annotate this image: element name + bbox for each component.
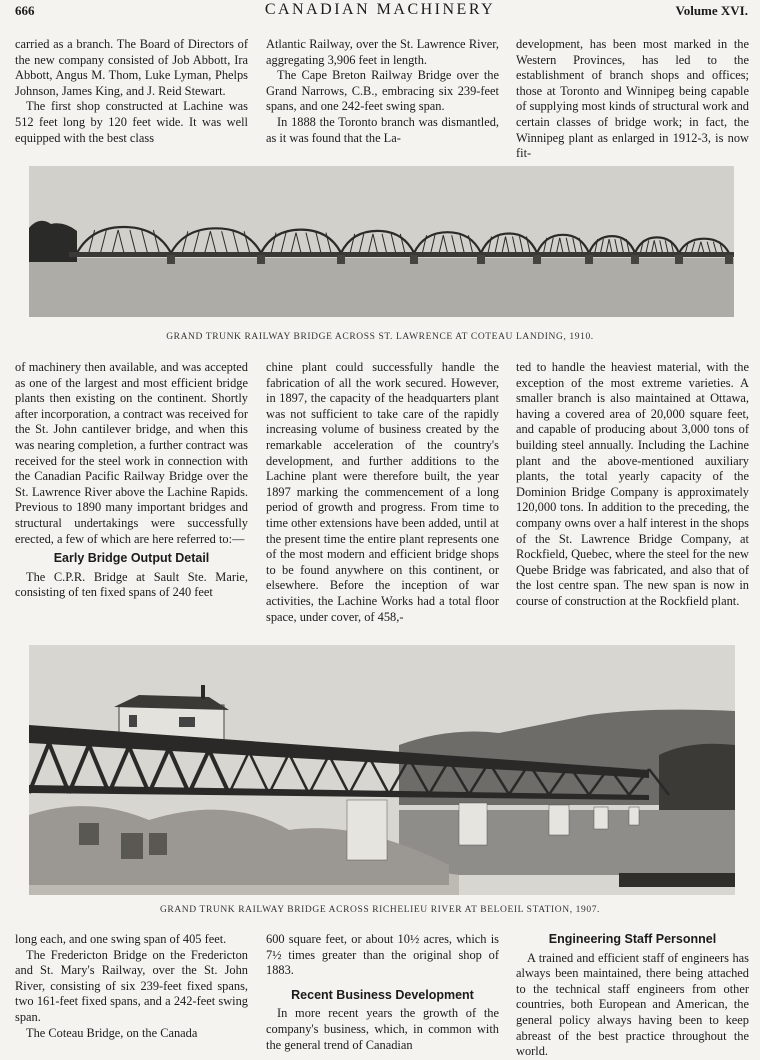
bottom-column-3 [516,932,749,1060]
barrel [79,823,99,845]
paragraph: Atlantic Railway, over the St. Lawrence River, aggregating 3,906 feet in length. [266,37,499,67]
pier [167,255,175,264]
pier [459,803,487,845]
bottom-column-1 [15,932,248,1041]
paragraph: chine plant could successfully handle the fabrication of all the work secured. However, in 1897, the capacity of the headquarters plant was not sufficient to take care of the rapidly increasing volume of business created by the remarkable acceleration of the country's development, and further additions to the Lachine plant were therefore built, the year 1897 marking the commencement of a long period of growth and progress. From time to time other extensions have been added, until at the present time the entire plant represents one of the most modern and efficient bridge shops to be found anywhere on this continent, or elsewhere. Before the inception of war activities, the Lachine Works had a total floor space, under cover, of 458,- [266,360,499,624]
top-column-2 [266,37,499,146]
bridge-photo-beloeil-drawing [29,645,735,895]
barrel [121,833,143,859]
paragraph: In 1888 the Toronto branch was dismantled, as it was found that the La- [266,114,499,145]
page-header [0,0,760,24]
barge [619,873,735,887]
paragraph: development, has been most marked in the Western Provinces, has led to the establishment of branch shops and offices; those at Toronto and Winnipeg being capable of supplying most kinds of structural work and certain classes of bridge work; in fact, the Winnipeg plant as enlarged in 1912-3, is now fit- [516,37,749,161]
top-column-3 [516,37,749,162]
pier [533,255,541,264]
pier [410,255,418,264]
middle-column-2 [266,360,499,625]
window [129,715,137,727]
trees [659,744,735,815]
paragraph: long each, and one swing span of 405 feet. [15,932,227,946]
chimney [201,685,205,699]
pier [629,807,639,825]
pier [631,255,639,264]
pier [347,800,387,860]
pier [675,255,683,264]
top-column-1 [15,37,248,146]
pier [594,807,608,829]
section-heading: Engineering Staff Personnel [548,932,717,946]
bottom-column-2 [266,932,499,1053]
bridge-photo-beloeil [29,645,735,895]
middle-column-3 [516,360,749,610]
paragraph: of machinery then available, and was accepted as one of the largest and most efficient bridge plants then existing on the continent. Shortly after incorporation, a contract was received for the St. John cantilever bridge, and when this was nearing completion, a further contract was received for the steel work in connection with the Canadian Pacific Railway Bridge over the St. Lawrence River above the Lachine Rapids. Previous to 1890 many important bridges and structural undertakings were successfully erected, a few of which are here referred to:— [15,360,248,546]
pier [585,255,593,264]
page-number: 666 [15,3,35,18]
bridge-photo-coteau-drawing [29,166,734,317]
paragraph: The C.P.R. Bridge at Sault Ste. Marie, consisting of ten fixed spans of 240 feet [15,569,248,600]
figure-caption-2: GRAND TRUNK RAILWAY BRIDGE ACROSS RICHELIEU RIVER AT BELOEIL STATION, 1907. [159,905,601,915]
paragraph: A trained and efficient staff of engineers has always been maintained, there being attached to the technical staff engineers from other countries, both European and American, the general policy always having been to keep abreast of the best practice throughout the world. [516,950,749,1059]
sky [29,166,734,258]
pier [477,255,485,264]
window [179,717,195,727]
paragraph: In more recent years the growth of the company's business, which, in common with the general trend of Canadian [266,1006,499,1052]
barrel [149,833,167,855]
pier [257,255,265,264]
paragraph: The Cape Breton Railway Bridge over the Grand Narrows, C.B., embracing six 239-feet spans, and one 242-feet swing span. [266,68,499,114]
paragraph: The Coteau Bridge, on the Canada [26,1025,198,1040]
paragraph: The Fredericton Bridge on the Fredericton and St. Mary's Railway, over the St. John River, consisting of six 239-feet fixed spans, two 161-feet fixed spans, and a 242-feet swing span. [15,947,248,1024]
paragraph: carried as a branch. The Board of Directors of the new company consisted of Job Abbott, Ira Abbott, Angus M. Thom, Luke Lyman, Phelps Johnson, James King, and J. Reid Stewart. [15,37,248,98]
paragraph: The first shop constructed at Lachine was 512 feet long by 120 feet wide. It was well equipped with the best class [15,99,248,145]
section-heading: Recent Business Development [291,987,474,1002]
volume-label: Volume XVI. [675,3,748,18]
paragraph: 600 square feet, or about 10½ acres, which is 7½ times greater than the original shop of 1883. [266,932,499,978]
middle-column-1 [15,360,248,601]
water [29,258,734,317]
paragraph: ted to handle the heaviest material, with the exception of the most extreme varieties. A smaller branch is also maintained at Ottawa, having a covered area of 20,000 square feet, and capable of producing about 3,000 tons of building steel annually. Including the Lachine plant and the above-mentioned auxiliary plants, the total yearly capacity of the Dominion Bridge Company is approximately 120,000 tons. In addition to the preceding, the company owns over a half interest in the shops of the St. Lawrence Bridge Company, at Rockfield, Quebec, where the steel for the new Quebe Bridge was fabricated, and also that of the lost centre span. The new span is now in course of construction at the Rockfield plant. [516,360,749,608]
section-heading: Early Bridge Output Detail [53,551,210,566]
pier [549,805,569,835]
bridge-photo-coteau [29,166,734,317]
figure-caption-1: GRAND TRUNK RAILWAY BRIDGE ACROSS ST. LAWRENCE AT COTEAU LANDING, 1910. [166,332,594,342]
journal-title: CANADIAN MACHINERY [264,1,496,18]
pier [725,255,733,264]
pier [337,255,345,264]
